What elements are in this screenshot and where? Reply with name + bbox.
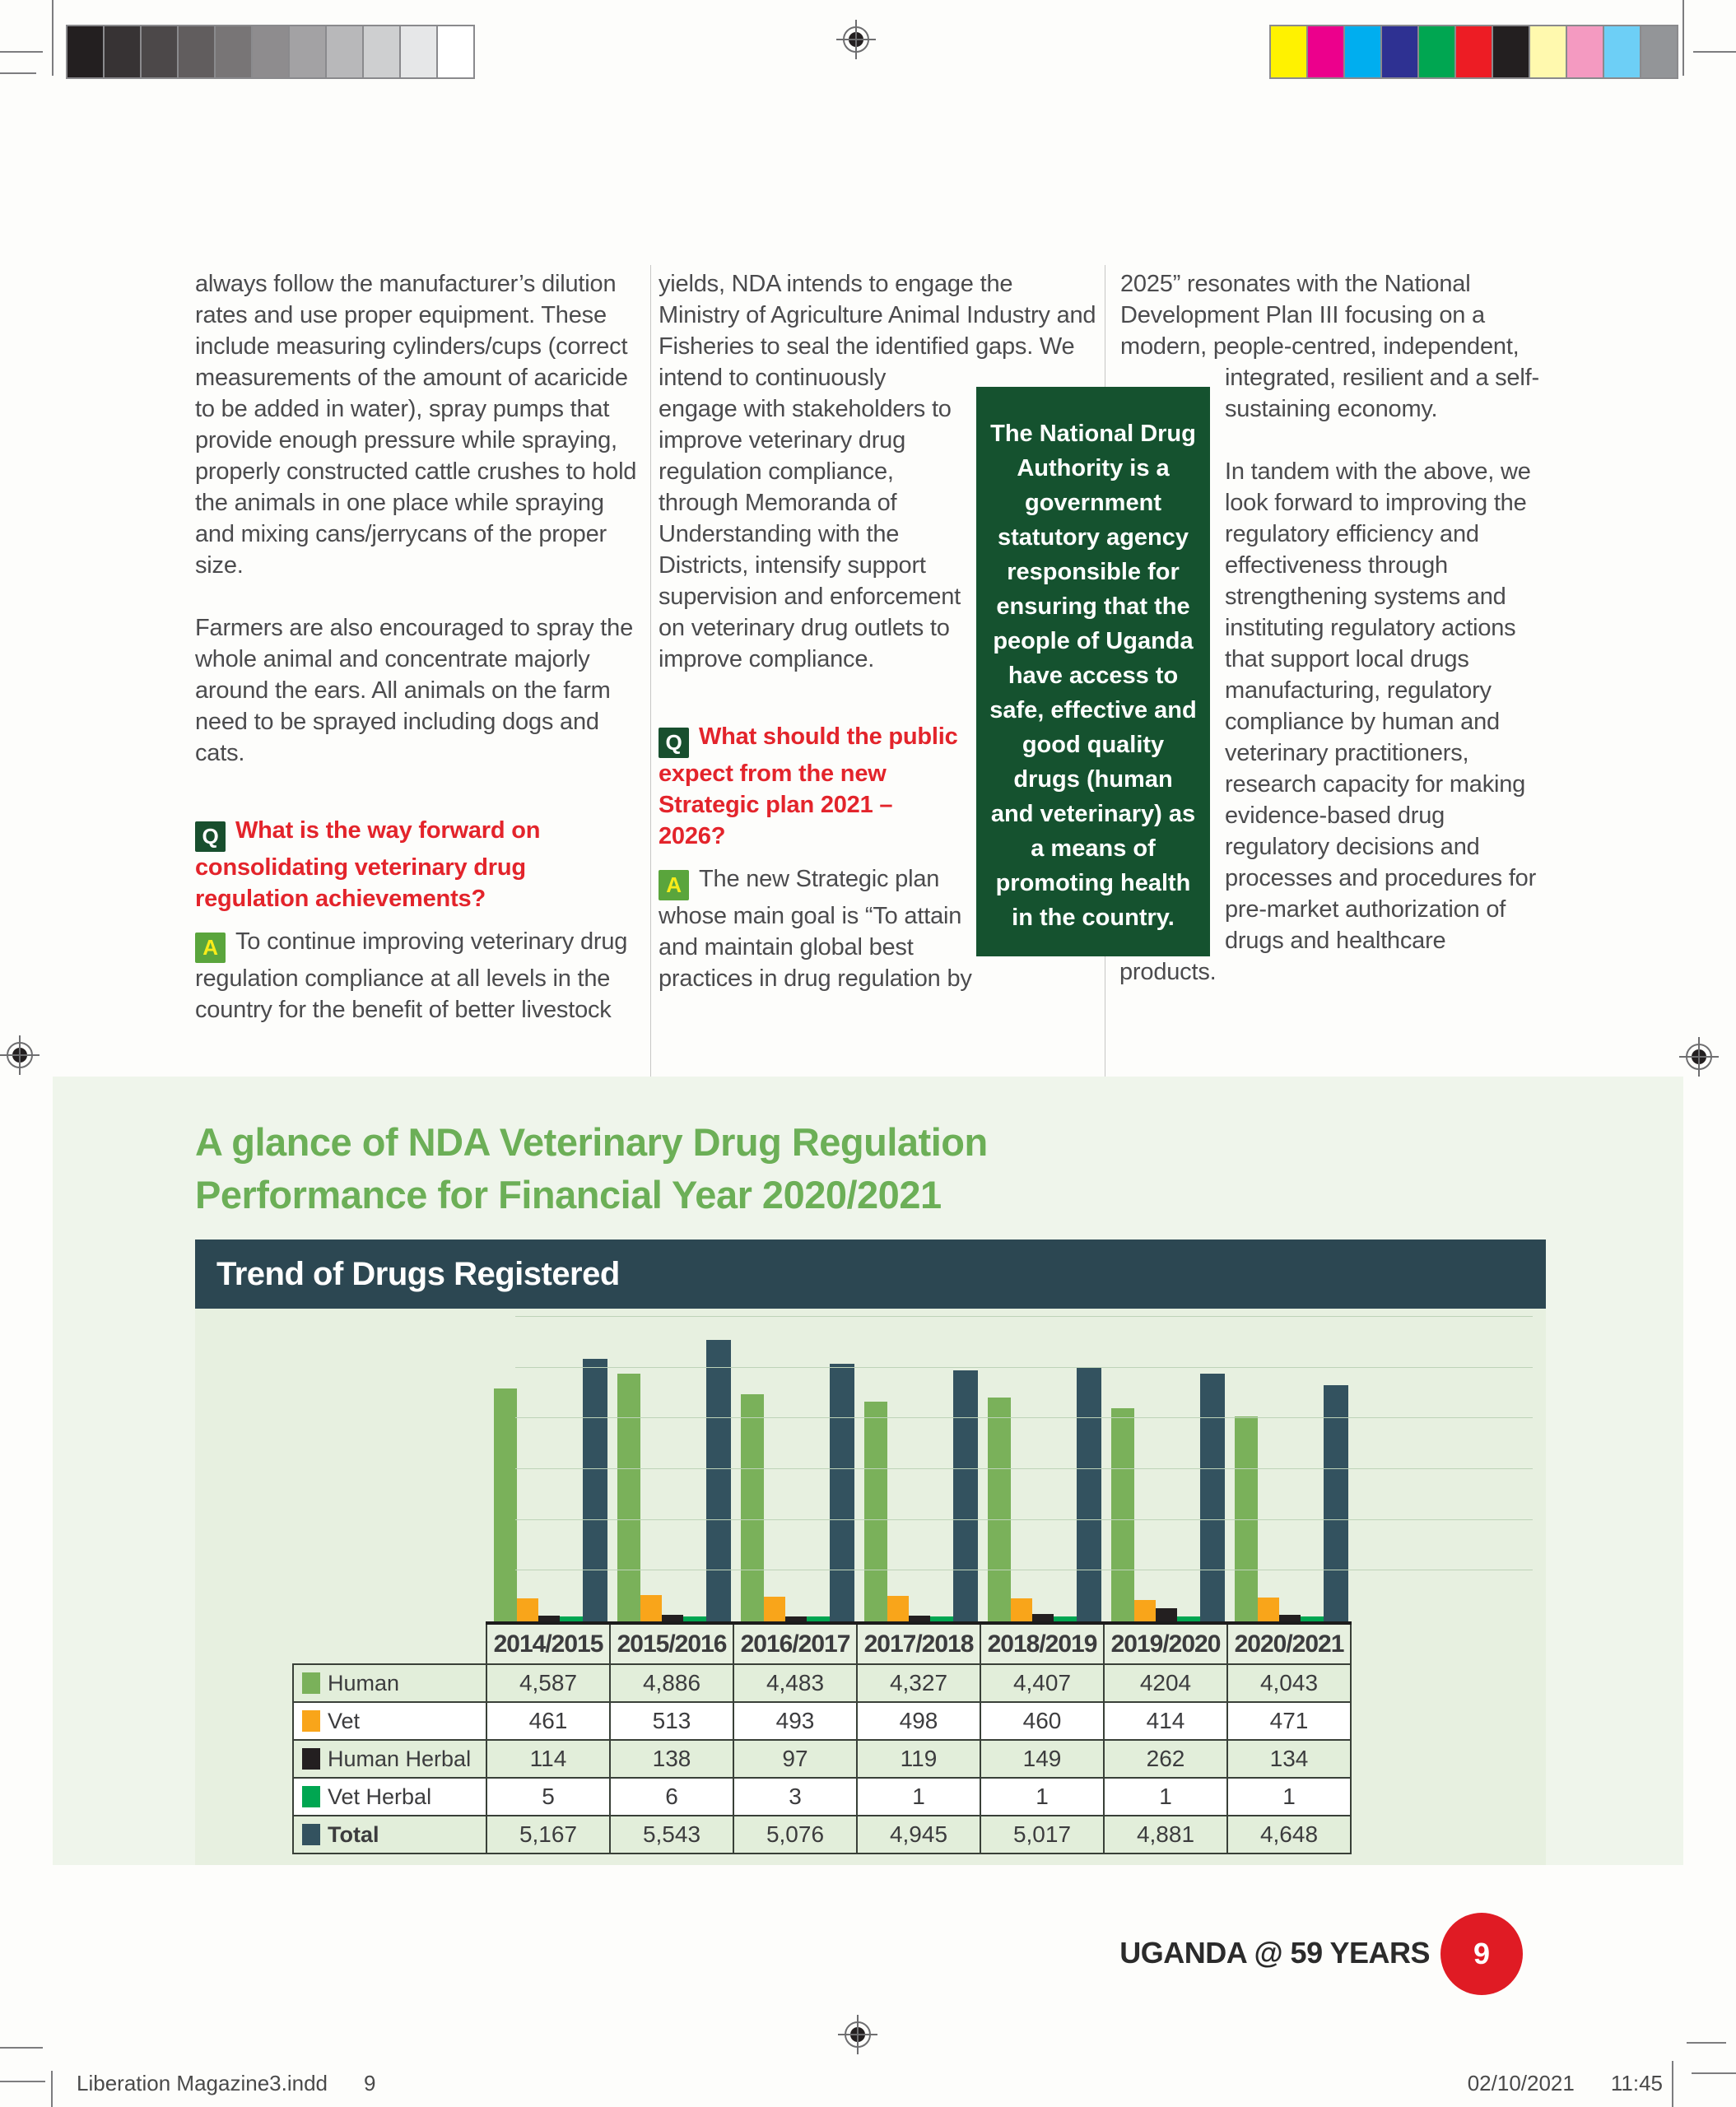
- table-row: [293, 1664, 1351, 1702]
- table-header-cell: 2014/2015: [486, 1623, 610, 1664]
- legend-swatch: [302, 1710, 320, 1732]
- footer-time: 11:45: [1610, 2071, 1663, 2095]
- chart-bar: [1324, 1385, 1348, 1621]
- article-column-1: [195, 268, 640, 1026]
- grayscale-swatch: [105, 26, 142, 77]
- table-cell: 5,543: [610, 1816, 733, 1854]
- table-row: [293, 1702, 1351, 1740]
- table-cell: 4,881: [1104, 1816, 1227, 1854]
- grayscale-swatch: [142, 26, 179, 77]
- color-swatch: [1567, 26, 1604, 77]
- footer-page: 9: [364, 2071, 376, 2095]
- answer-text: To continue improving veterinary drug regulation compliance at all levels in the country for the benefit of better livestock: [195, 928, 628, 1023]
- table-header-cell: 2019/2020: [1104, 1623, 1227, 1664]
- question-block: [195, 815, 640, 914]
- registration-mark-bottom-center: [838, 2015, 877, 2054]
- color-swatch: [1308, 26, 1345, 77]
- chart-bar: [538, 1616, 560, 1621]
- table-cell: 4,945: [857, 1816, 980, 1854]
- legend-swatch: [302, 1748, 320, 1770]
- table-cell: 262: [1104, 1740, 1227, 1778]
- table-cell: 4204: [1104, 1664, 1227, 1702]
- chart-bar: [706, 1340, 731, 1621]
- chart-bar: [640, 1595, 662, 1621]
- table-cell: 5,076: [733, 1816, 857, 1854]
- table-cell: 493: [733, 1702, 857, 1740]
- grayscale-swatch: [364, 26, 401, 77]
- crop-mark-top-left-h1: [0, 51, 43, 53]
- legend-swatch: [302, 1824, 320, 1845]
- bar-group: [980, 1317, 1103, 1621]
- table-cell: 4,886: [610, 1664, 733, 1702]
- chart-bar: [662, 1615, 683, 1622]
- answer-block: [195, 926, 640, 1026]
- crop-mark-bottom-right-v: [1672, 2061, 1673, 2107]
- table-cell: 3: [733, 1778, 857, 1816]
- paragraph: always follow the manufacturer’s dilution rates and use proper equipment. These include measuring cylinders/cups (correct measurements of the amount of acaricide to be added in water), spray pumps that provide enough pressure while spraying, properly constructed cattle crushes to hold the animals in one place while spraying and mixing cans/jerrycans of the proper size.: [195, 271, 637, 579]
- footer-date: 02/10/2021: [1467, 2071, 1575, 2095]
- chart-bar: [764, 1597, 785, 1621]
- answer-text: The new Strategic plan whose main goal is “To attain and maintain global best practices in drug regulation by: [659, 866, 972, 992]
- table-cell: 1: [1104, 1778, 1227, 1816]
- question-badge: Q: [195, 821, 226, 852]
- data-table: [292, 1621, 1352, 1854]
- paragraph: yields, NDA intends to engage the Ministry of Agriculture Animal Industry and Fisheries to seal the identified gaps. We intend to continuously engage with stakeholders to improve veterinary drug regulation compliance, through Memoranda of Understanding with the Districts, intensify support supervision and enforcement on veterinary drug outlets to improve compliance.: [659, 271, 1096, 672]
- legend-swatch: [302, 1672, 320, 1694]
- table-cell: 5,167: [486, 1816, 610, 1854]
- table-header-cell: 2016/2017: [733, 1623, 857, 1664]
- chart-bar: [953, 1370, 978, 1621]
- page-number-circle: 9: [1440, 1913, 1523, 1995]
- column-divider-1: [650, 265, 651, 1078]
- chart-title-banner: [195, 1240, 1546, 1309]
- bar-group: [1103, 1317, 1226, 1621]
- table-cell: 4,043: [1227, 1664, 1351, 1702]
- color-swatch: [1641, 26, 1677, 77]
- chart-bar: [1134, 1600, 1156, 1621]
- gridline: [515, 1468, 1533, 1469]
- chart-bar: [583, 1359, 607, 1621]
- table-header-cell: 2020/2021: [1227, 1623, 1351, 1664]
- bar-group: [486, 1317, 609, 1621]
- table-cell: 4,327: [857, 1664, 980, 1702]
- chart-bar: [741, 1394, 764, 1621]
- legend-label: Vet: [328, 1708, 361, 1733]
- gridline: [515, 1316, 1533, 1317]
- table-row: [293, 1816, 1351, 1854]
- color-swatch: [1382, 26, 1419, 77]
- table-cell: 149: [980, 1740, 1104, 1778]
- chart-title: Trend of Drugs Registered: [216, 1256, 620, 1292]
- color-calibration-bar: [1269, 25, 1678, 79]
- table-header-cell: 2015/2016: [610, 1623, 733, 1664]
- crop-mark-bottom-right-h2: [1692, 2072, 1736, 2074]
- table-cell: 138: [610, 1740, 733, 1778]
- table-cell: 5,017: [980, 1816, 1104, 1854]
- legend-cell: [293, 1816, 486, 1854]
- table-cell: 1: [980, 1778, 1104, 1816]
- crop-mark-top-left-v: [52, 0, 54, 76]
- section-heading: A glance of NDA Veterinary Drug Regulation Performance for Financial Year 2020/2021: [195, 1120, 988, 1216]
- table-cell: 114: [486, 1740, 610, 1778]
- legend-cell: [293, 1664, 486, 1702]
- chart-bar: [988, 1398, 1011, 1621]
- color-swatch: [1604, 26, 1641, 77]
- question-badge: Q: [659, 728, 689, 758]
- chart-bar: [1200, 1374, 1225, 1621]
- chart-bar: [494, 1388, 517, 1621]
- gridline: [515, 1417, 1533, 1418]
- uganda-caption: UGANDA @ 59 YEARS: [1119, 1936, 1430, 1970]
- table-cell: 498: [857, 1702, 980, 1740]
- table-cell: 414: [1104, 1702, 1227, 1740]
- question-text: What should the public expect from the new Strategic plan 2021 – 2026?: [659, 723, 958, 849]
- grayscale-swatch: [253, 26, 290, 77]
- table-row: [293, 1778, 1351, 1816]
- crop-mark-top-right-v: [1682, 0, 1684, 76]
- color-swatch: [1530, 26, 1567, 77]
- chart-bar: [1011, 1598, 1032, 1621]
- footer-datetime: [1152, 2071, 1663, 2096]
- wrap-spacer: [1096, 268, 1097, 367]
- crop-mark-bottom-right-h1: [1687, 2042, 1726, 2044]
- grayscale-swatch: [438, 26, 473, 77]
- question-text: What is the way forward on consolidating veterinary drug regulation achievements?: [195, 817, 541, 912]
- chart-bar: [617, 1374, 640, 1621]
- nda-callout-box: The National Drug Authority is a government statutory agency responsible for ensuring that the people of Uganda have access to safe, effective and good quality drugs (human and veterinary) as a means of promoting health in the country.: [976, 387, 1210, 956]
- table-cell: 1: [857, 1778, 980, 1816]
- grayscale-swatch: [179, 26, 216, 77]
- table-row: [293, 1740, 1351, 1778]
- grayscale-swatch: [401, 26, 438, 77]
- chart-bar: [1077, 1367, 1101, 1621]
- color-swatch: [1419, 26, 1456, 77]
- chart-bar: [1032, 1614, 1054, 1621]
- table-cell: 471: [1227, 1702, 1351, 1740]
- table-header-cell: 2018/2019: [980, 1623, 1104, 1664]
- bar-group: [1226, 1317, 1350, 1621]
- table-cell: 134: [1227, 1740, 1351, 1778]
- registration-mark-left: [0, 1035, 40, 1075]
- chart-bar: [517, 1598, 538, 1621]
- grayscale-swatch: [290, 26, 327, 77]
- bar-group: [609, 1317, 733, 1621]
- footer-slug: [77, 2071, 375, 2096]
- legend-label: Human Herbal: [328, 1746, 472, 1771]
- legend-cell: [293, 1778, 486, 1816]
- color-swatch: [1271, 26, 1308, 77]
- table-cell: 5: [486, 1778, 610, 1816]
- color-swatch: [1345, 26, 1382, 77]
- chart-bar: [830, 1364, 854, 1621]
- table-cell: 119: [857, 1740, 980, 1778]
- legend-label: Human: [328, 1670, 400, 1695]
- paragraph: In tandem with the above, we look forward to improving the regulatory efficiency and effectiveness through strengthening systems and instituting regulatory actions that support local drugs manufacturing, regulatory compliance by human and veterinary practitioners, research capacity for making evidence-based drug regulatory decisions and processes and procedures for pre-market authorization of drugs and healthcare products.: [1119, 458, 1537, 985]
- table-cell: 4,587: [486, 1664, 610, 1702]
- chart-plot: [500, 1317, 1533, 1621]
- table-cell: 6: [610, 1778, 733, 1816]
- gridline: [515, 1519, 1533, 1520]
- legend-label: Total: [328, 1821, 379, 1847]
- footer-filename: Liberation Magazine3.indd: [77, 2071, 328, 2095]
- table-header-cell: 2017/2018: [857, 1623, 980, 1664]
- registration-mark-right: [1679, 1037, 1719, 1077]
- drugs-registered-table: [292, 1621, 1352, 1854]
- table-cell: 4,483: [733, 1664, 857, 1702]
- table-cell: 97: [733, 1740, 857, 1778]
- chart-bar: [1279, 1615, 1301, 1621]
- table-cell: 461: [486, 1702, 610, 1740]
- answer-badge: A: [195, 933, 226, 963]
- paragraph: Farmers are also encouraged to spray the whole animal and concentrate majorly around the ears. All animals on the farm need to be sprayed including dogs and cats.: [195, 615, 633, 766]
- chart-bar: [1111, 1408, 1134, 1621]
- grayscale-swatch: [327, 26, 364, 77]
- answer-badge: A: [659, 870, 689, 900]
- table-cell: 4,648: [1227, 1816, 1351, 1854]
- crop-mark-bottom-left-v: [51, 2071, 53, 2107]
- legend-label: Vet Herbal: [328, 1784, 432, 1809]
- grayscale-swatch: [216, 26, 253, 77]
- color-swatch: [1493, 26, 1530, 77]
- legend-cell: [293, 1740, 486, 1778]
- chart-bar: [1258, 1598, 1279, 1621]
- legend-swatch: [302, 1786, 320, 1807]
- chart-bar: [864, 1402, 887, 1621]
- chart-bar: [1156, 1608, 1177, 1621]
- table-corner-cell: [293, 1623, 486, 1664]
- grayscale-swatch: [67, 26, 105, 77]
- gridline: [515, 1367, 1533, 1368]
- table-cell: 460: [980, 1702, 1104, 1740]
- color-swatch: [1456, 26, 1493, 77]
- registration-mark-top-center: [836, 20, 876, 59]
- table-cell: 4,407: [980, 1664, 1104, 1702]
- table-cell: 513: [610, 1702, 733, 1740]
- bar-group: [856, 1317, 980, 1621]
- crop-mark-top-right-h1: [1693, 51, 1736, 53]
- bar-group: [733, 1317, 856, 1621]
- crop-mark-bottom-left-h2: [0, 2081, 45, 2082]
- crop-mark-bottom-left-h1: [0, 2047, 43, 2049]
- chart-bar-groups: [486, 1317, 1350, 1621]
- table-cell: 1: [1227, 1778, 1351, 1816]
- chart-bar: [909, 1616, 930, 1621]
- paragraph: 2025” resonates with the National Development Plan III focusing on a modern, people-centred, independent, integrated, resilient and a self-sustaining economy.: [1120, 271, 1539, 422]
- crop-mark-top-left-h2: [0, 72, 36, 74]
- chart-bar: [887, 1596, 909, 1621]
- legend-cell: [293, 1702, 486, 1740]
- grayscale-calibration-bar: [66, 25, 475, 79]
